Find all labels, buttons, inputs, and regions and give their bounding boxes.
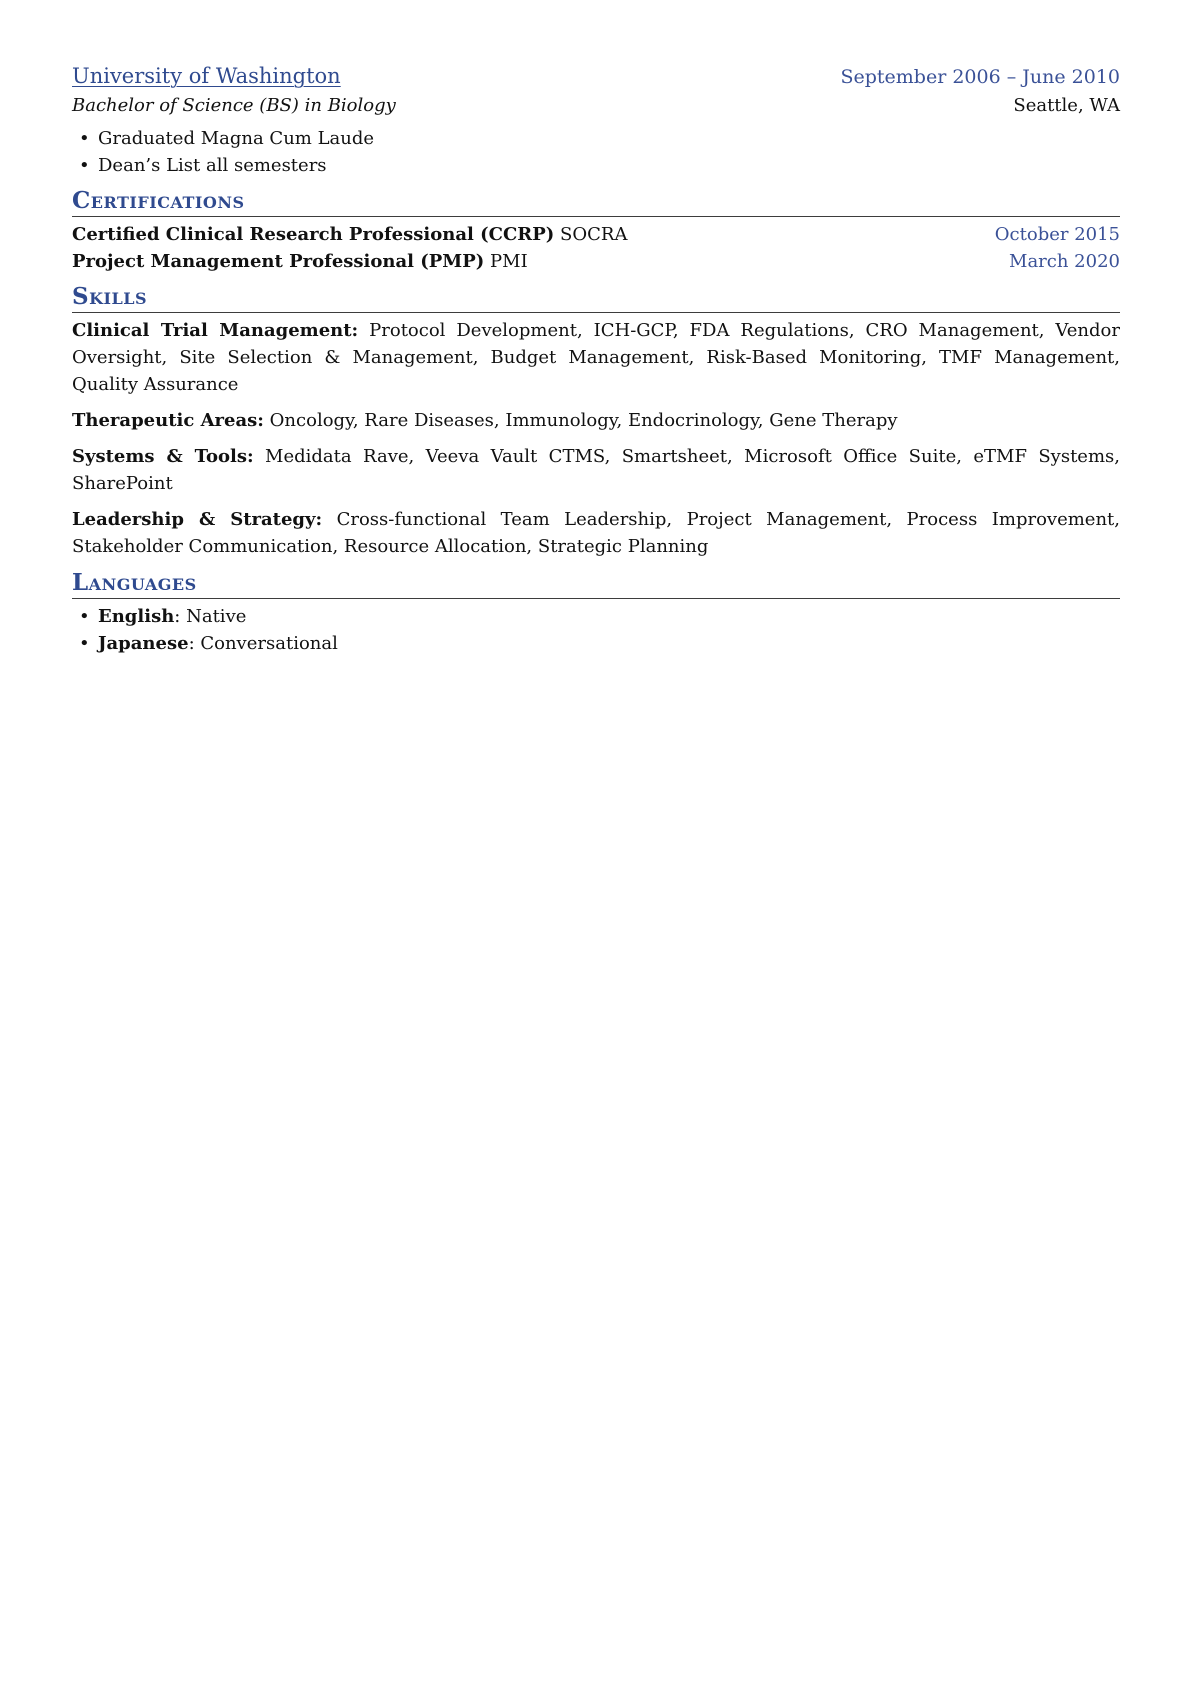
language-separator: : [174,606,187,627]
certification-date: March 2020 [1009,251,1120,272]
resume-page [72,62,1120,657]
certifications-list [72,221,1120,275]
bullet-icon: • [79,155,90,176]
highlight-text: Dean’s List all semesters [98,155,327,176]
education-location: Seattle, WA [1013,95,1120,116]
skills-list [72,317,1120,560]
highlight-text: Graduated Magna Cum Laude [98,128,375,149]
language-name: Japanese [98,633,189,654]
skill-entry [72,443,1120,497]
skill-entry [72,407,1120,434]
skill-entry [72,506,1120,560]
education-highlights [72,125,1120,179]
certification-name: Certified Clinical Research Professional (CCRP) [72,224,555,245]
certification-row [72,248,1120,275]
skill-details: Protocol Development, ICH-GCP, FDA Regulations, CRO Management, Vendor Oversight, Site Selection & Management, Budget Management, Risk-Based Monitoring, TMF Management, Quality Assurance [72,320,1120,395]
certifications-heading: Certifications [72,187,1120,217]
skill-details: Medidata Rave, Veeva Vault CTMS, Smartsheet, Microsoft Office Suite, eTMF Systems, SharePoint [72,446,1120,494]
language-level: Conversational [200,633,338,654]
certification-label [72,221,627,248]
education-dates: September 2006 – June 2010 [840,66,1120,88]
skill-category: Clinical Trial Management: [72,320,359,341]
degree: Bachelor of Science (BS) in Biology [72,95,396,116]
skill-details: Oncology, Rare Diseases, Immunology, Endocrinology, Gene Therapy [269,410,898,431]
school-name-link[interactable]: University of Washington [72,64,341,88]
skills-heading: Skills [72,283,1120,313]
list-item [72,603,1120,630]
certification-issuer: PMI [490,251,528,272]
bullet-icon: • [79,606,90,627]
skill-category: Therapeutic Areas: [72,410,264,431]
skill-entry [72,317,1120,398]
language-name: English [98,606,175,627]
certification-row [72,221,1120,248]
language-level: Native [186,606,247,627]
education-entry [72,62,1120,179]
languages-heading: Languages [72,569,1120,599]
list-item [72,152,1120,179]
language-separator: : [188,633,201,654]
certification-issuer: SOCRA [560,224,628,245]
bullet-icon: • [79,633,90,654]
list-item [72,630,1120,657]
bullet-icon: • [79,128,90,149]
list-item [72,125,1120,152]
certification-date: October 2015 [994,224,1120,245]
education-header-row [72,62,1120,92]
certification-name: Project Management Professional (PMP) [72,251,485,272]
languages-list [72,603,1120,657]
skill-category: Systems & Tools: [72,446,254,467]
skill-category: Leadership & Strategy: [72,509,323,530]
skill-details: Cross-functional Team Leadership, Project Management, Process Improvement, Stakeholder Communication, Resource Allocation, Strategic Planning [72,509,1120,557]
certification-label [72,248,528,275]
education-subheader-row [72,92,1120,119]
